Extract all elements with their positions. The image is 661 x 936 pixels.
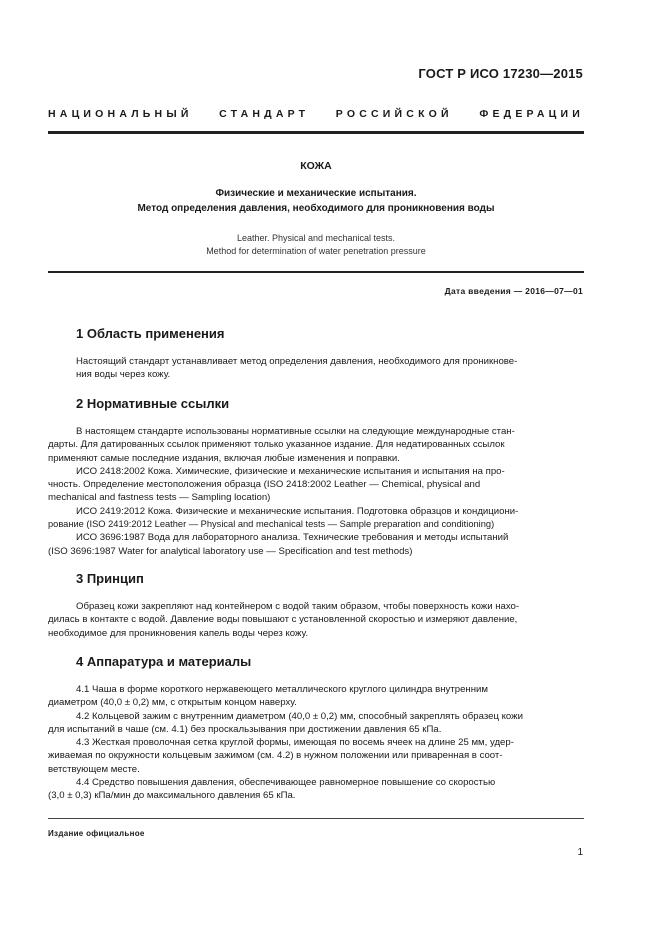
text-line: В настоящем стандарте использованы нормативные ссылки на следующие международные стан- <box>76 426 515 437</box>
text-line: дилась в контакте с водой. Давление воды повышают с установленной скоростью и измеряют давление, <box>48 614 518 626</box>
doc-title: КОЖА <box>300 160 332 172</box>
text-line: ветствующем месте. <box>48 763 140 775</box>
footer-rule <box>48 818 584 819</box>
text-line: чность. Определение местоположения образца (ISO 2418:2002 Leather — Chemical, physical and <box>48 479 481 491</box>
title-rule <box>48 271 584 273</box>
doc-title-en-line-1: Leather. Physical and mechanical tests. <box>236 233 396 243</box>
text-line: mechanical and fastness tests — Sampling location) <box>48 492 271 504</box>
banner-word: РОССИЙСКОЙ <box>335 108 453 120</box>
section-4-text <box>48 683 583 803</box>
text-line: Настоящий стандарт устанавливает метод определения давления, необходимого для проникнове- <box>76 356 518 367</box>
section-heading-4: 4 Аппаратура и материалы <box>76 654 252 669</box>
section-heading-1: 1 Область применения <box>76 326 225 341</box>
document-code: ГОСТ Р ИСО 17230—2015 <box>418 66 583 81</box>
banner-word: НАЦИОНАЛЬНЫЙ <box>48 108 193 120</box>
text-line: живаемая по окружности кольцевым зажимом (см. 4.2) в нужном положении или приваренная в соот- <box>48 750 503 762</box>
text-line: для испытаний в чаше (см. 4.1) без проскальзывания при достижении давления 65 кПа. <box>48 723 442 735</box>
section-heading-2: 2 Нормативные ссылки <box>76 396 230 411</box>
introduction-date: Дата введения — 2016—07—01 <box>444 286 583 296</box>
text-line: (3,0 ± 0,3) кПа/мин до максимального давления 65 кПа. <box>48 790 296 802</box>
text-line: 4.2 Кольцевой зажим с внутренним диаметром (40,0 ± 0,2) мм, способный закреплять образец кожи <box>76 710 523 722</box>
text-line: применяют самые последние издания, включая любые изменения и поправки. <box>48 452 400 464</box>
banner-word: ФЕДЕРАЦИИ <box>479 108 584 120</box>
doc-subtitle-line-1: Физические и механические испытания. <box>215 188 417 199</box>
text-line: дарты. Для датированных ссылок применяют только указанное издание. Для недатированных ссылок <box>48 439 505 451</box>
section-heading-3: 3 Принцип <box>76 571 144 586</box>
section-1-text <box>76 355 581 382</box>
text-line: Образец кожи закрепляют над контейнером с водой таким образом, чтобы поверхность кожи нахо- <box>76 601 520 612</box>
section-3-text <box>48 600 583 640</box>
text-line: ИСО 2418:2002 Кожа. Химические, физические и механические испытания и испытания на про- <box>76 465 505 477</box>
text-line: ния воды через кожу. <box>76 369 171 381</box>
standard-banner <box>48 108 584 120</box>
page-number: 1 <box>577 847 583 858</box>
official-edition-label: Издание официальное <box>48 829 145 838</box>
section-2-text <box>48 425 583 558</box>
text-line: диаметром (40,0 ± 0,2) мм, с открытым концом наверху. <box>48 697 297 709</box>
text-line: (ISO 3696:1987 Water for analytical laboratory use — Specification and test methods) <box>48 545 413 557</box>
banner-word: СТАНДАРТ <box>219 108 310 120</box>
text-line: ИСО 2419:2012 Кожа. Физические и механические испытания. Подготовка образцов и кондициони- <box>76 505 519 517</box>
header-rule <box>48 131 584 134</box>
text-line: 4.4 Средство повышения давления, обеспечивающее равномерное повышение со скоростью <box>76 777 496 789</box>
text-line: ИСО 3696:1987 Вода для лабораторного анализа. Технические требования и методы испытаний <box>76 532 509 544</box>
text-line: рование (ISO 2419:2012 Leather — Physical and mechanical tests — Sample preparation and conditioning) <box>48 519 495 530</box>
text-line: 4.1 Чаша в форме короткого нержавеющего металлического круглого цилиндра внутренним <box>76 684 488 695</box>
doc-subtitle-line-2: Метод определения давления, необходимого для проникновения воды <box>137 203 495 214</box>
doc-title-en-line-2: Method for determination of water penetration pressure <box>206 246 426 256</box>
text-line: 4.3 Жесткая проволочная сетка круглой формы, имеющая по восемь ячеек на длине 25 мм, удер- <box>76 737 514 749</box>
text-line: необходимое для проникновения капель воды через кожу. <box>48 627 309 639</box>
